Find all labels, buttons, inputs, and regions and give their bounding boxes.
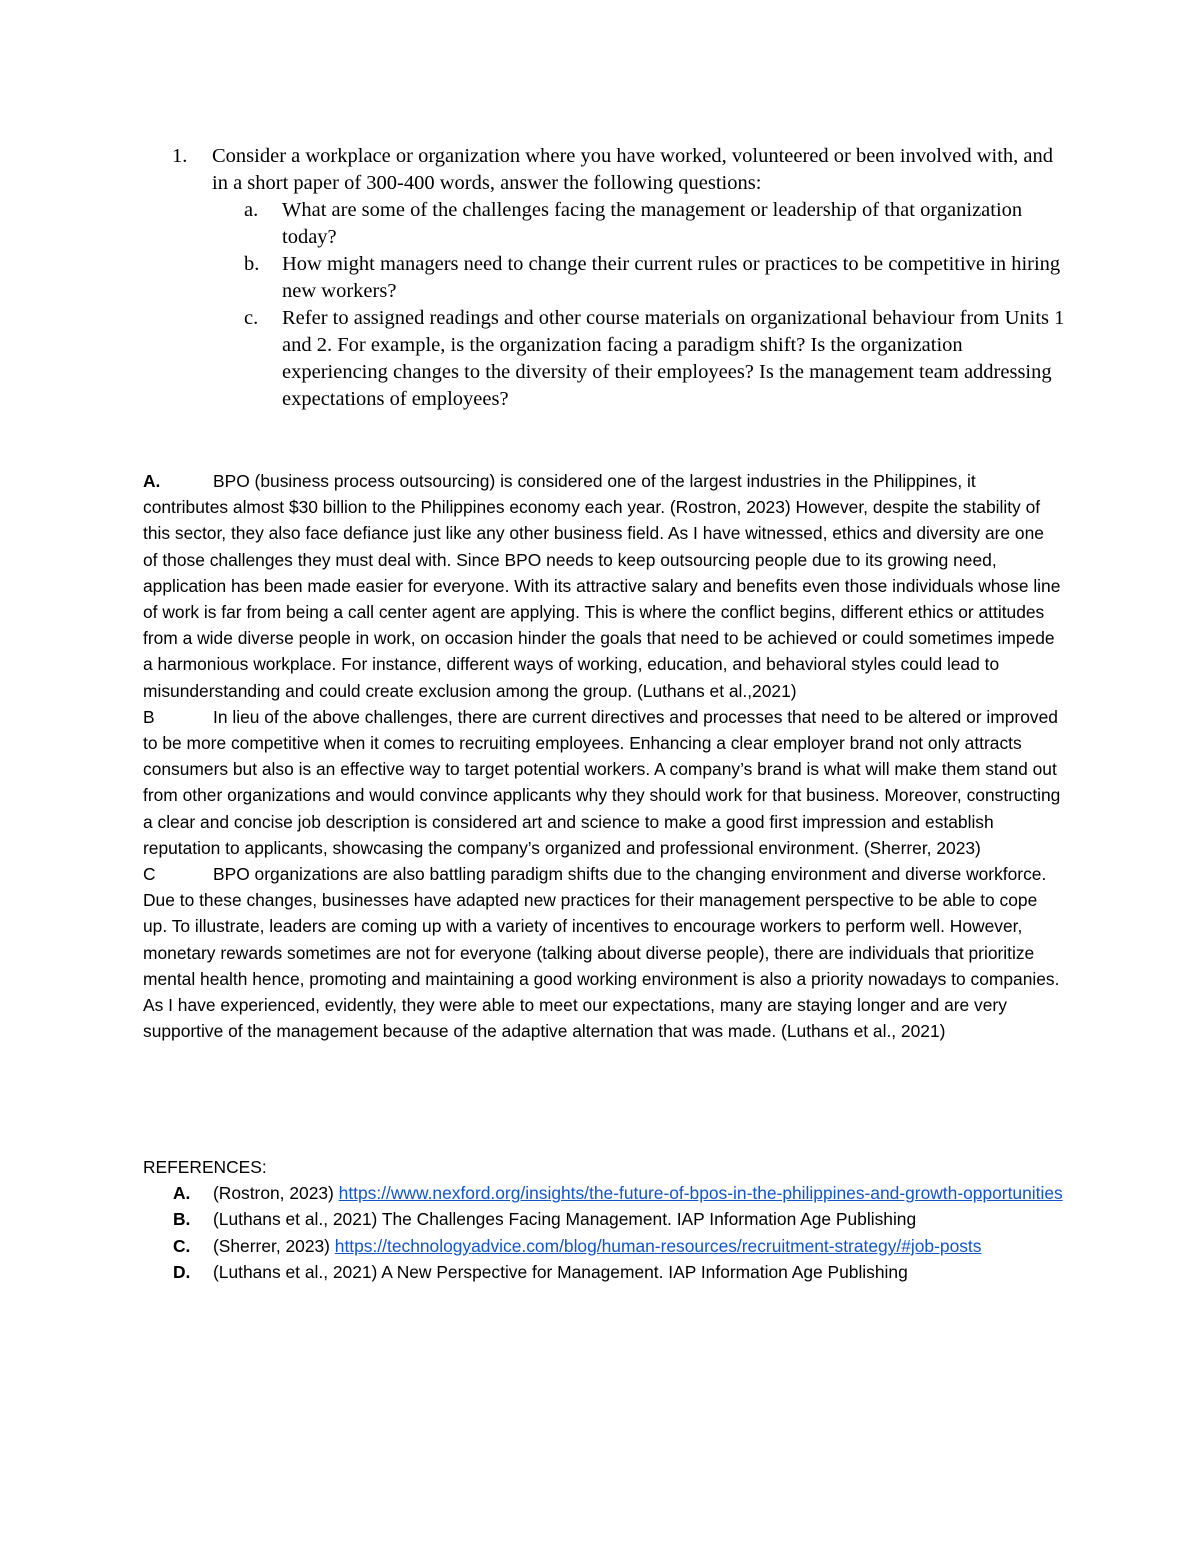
reference-link[interactable]: https://technologyadvice.com/blog/human-resources/recruitment-strategy/#job-posts	[334, 1235, 982, 1256]
sub-question-letter: b.	[244, 253, 260, 275]
answer-paragraph-b	[143, 704, 1063, 861]
reference-letter: C.	[173, 1235, 191, 1256]
reference-text: (Luthans et al., 2021) A New Perspective for Management. IAP Information Age Publishing	[213, 1261, 908, 1282]
answer-label: B	[143, 706, 155, 727]
references-title: REFERENCES:	[143, 1157, 267, 1177]
sub-question-list	[244, 197, 1072, 413]
sub-question-text: Refer to assigned readings and other course materials on organizational behaviour from Units 1 and 2. For example, is the organization facing a paradigm shift? Is the organization experiencing changes to the diversity of their employees? Is the management team addressing expectations of employees?	[282, 307, 1065, 410]
reference-text	[213, 1233, 1063, 1259]
sub-question-letter: c.	[244, 307, 259, 329]
answer-label: A.	[143, 471, 161, 491]
reference-letter: A.	[173, 1183, 191, 1204]
reference-item-c	[173, 1233, 1063, 1259]
sub-question-text: How might managers need to change their current rules or practices to be competitive in hiring new workers?	[282, 253, 1061, 302]
answer-label: C	[143, 864, 156, 885]
sub-question-text: What are some of the challenges facing the management or leadership of that organization today?	[282, 199, 1023, 248]
reference-item-b	[173, 1206, 1063, 1232]
reference-letter: B.	[173, 1209, 191, 1230]
sub-question-a	[244, 197, 1072, 251]
reference-link[interactable]: https://www.nexford.org/insights/the-future-of-bpos-in-the-philippines-and-growth-opportunities	[338, 1183, 1063, 1204]
reference-text	[213, 1180, 1063, 1206]
references-section	[143, 1154, 1063, 1285]
answer-text: In lieu of the above challenges, there are current directives and processes that need to be altered or improved to be more competitive when it comes to recruiting employees. Enhancing a clear employer brand not only attracts consumers but also is an effective way to target potential workers. A company’s brand is what will make them stand out from other organizations and would convince applicants why they should work for that business. Moreover, constructing a clear and concise job description is considered art and science to make a good first impression and establish reputation to applicants, showcasing the company’s organized and professional environment. (Sherrer, 2023)	[143, 706, 1061, 858]
answer-section	[143, 468, 1063, 1044]
answer-text: BPO (business process outsourcing) is considered one of the largest industries in the Philippines, it contributes almost $30 billion to the Philippines economy each year. (Rostron, 2023) However, despite the stability of this sector, they also face defiance just like any other business field. As I have witnessed, ethics and diversity are one of those challenges they must deal with. Since BPO needs to keep outsourcing people due to its growing need, application has been made easier for everyone. With its attractive salary and benefits even those individuals whose line of work is far from being a call center agent are applying. This is where the conflict begins, different ethics or attitudes from a wide diverse people in work, on occasion hinder the goals that need to be achieved or could sometimes impede a harmonious workplace. For instance, different ways of working, education, and behavioral styles could lead to misunderstanding and could create exclusion among the group. (Luthans et al.,2021)	[143, 471, 1061, 701]
question-1	[172, 143, 1072, 197]
reference-item-a	[173, 1180, 1063, 1206]
reference-citation: (Rostron, 2023)	[213, 1183, 339, 1204]
answer-paragraph-c	[143, 861, 1063, 1044]
reference-item-d	[173, 1259, 1063, 1285]
reference-letter: D.	[173, 1261, 191, 1282]
sub-question-b	[244, 251, 1072, 305]
sub-question-letter: a.	[244, 199, 259, 221]
question-text: Consider a workplace or organization where you have worked, volunteered or been involved with, and in a short paper of 300-400 words, answer the following questions:	[212, 145, 1053, 194]
answer-text: BPO organizations are also battling paradigm shifts due to the changing environment and diverse workforce. Due to these changes, businesses have adapted new practices for their management perspective to be able to cope up. To illustrate, leaders are coming up with a variety of incentives to encourage workers to perform well. However, monetary rewards sometimes are not for everyone (talking about diverse people), there are individuals that prioritize mental health hence, promoting and maintaining a good working environment is also a priority nowadays to companies. As I have experienced, evidently, they were able to meet our expectations, many are staying longer and are very supportive of the management because of the adaptive alternation that was made. (Luthans et al., 2021)	[143, 864, 1060, 1042]
assignment-question	[172, 143, 1072, 413]
sub-question-c	[244, 305, 1072, 413]
answer-paragraph-a	[143, 468, 1063, 704]
question-number: 1.	[172, 145, 188, 167]
reference-text: (Luthans et al., 2021) The Challenges Facing Management. IAP Information Age Publishing	[213, 1209, 917, 1230]
reference-citation: (Sherrer, 2023)	[213, 1235, 335, 1256]
